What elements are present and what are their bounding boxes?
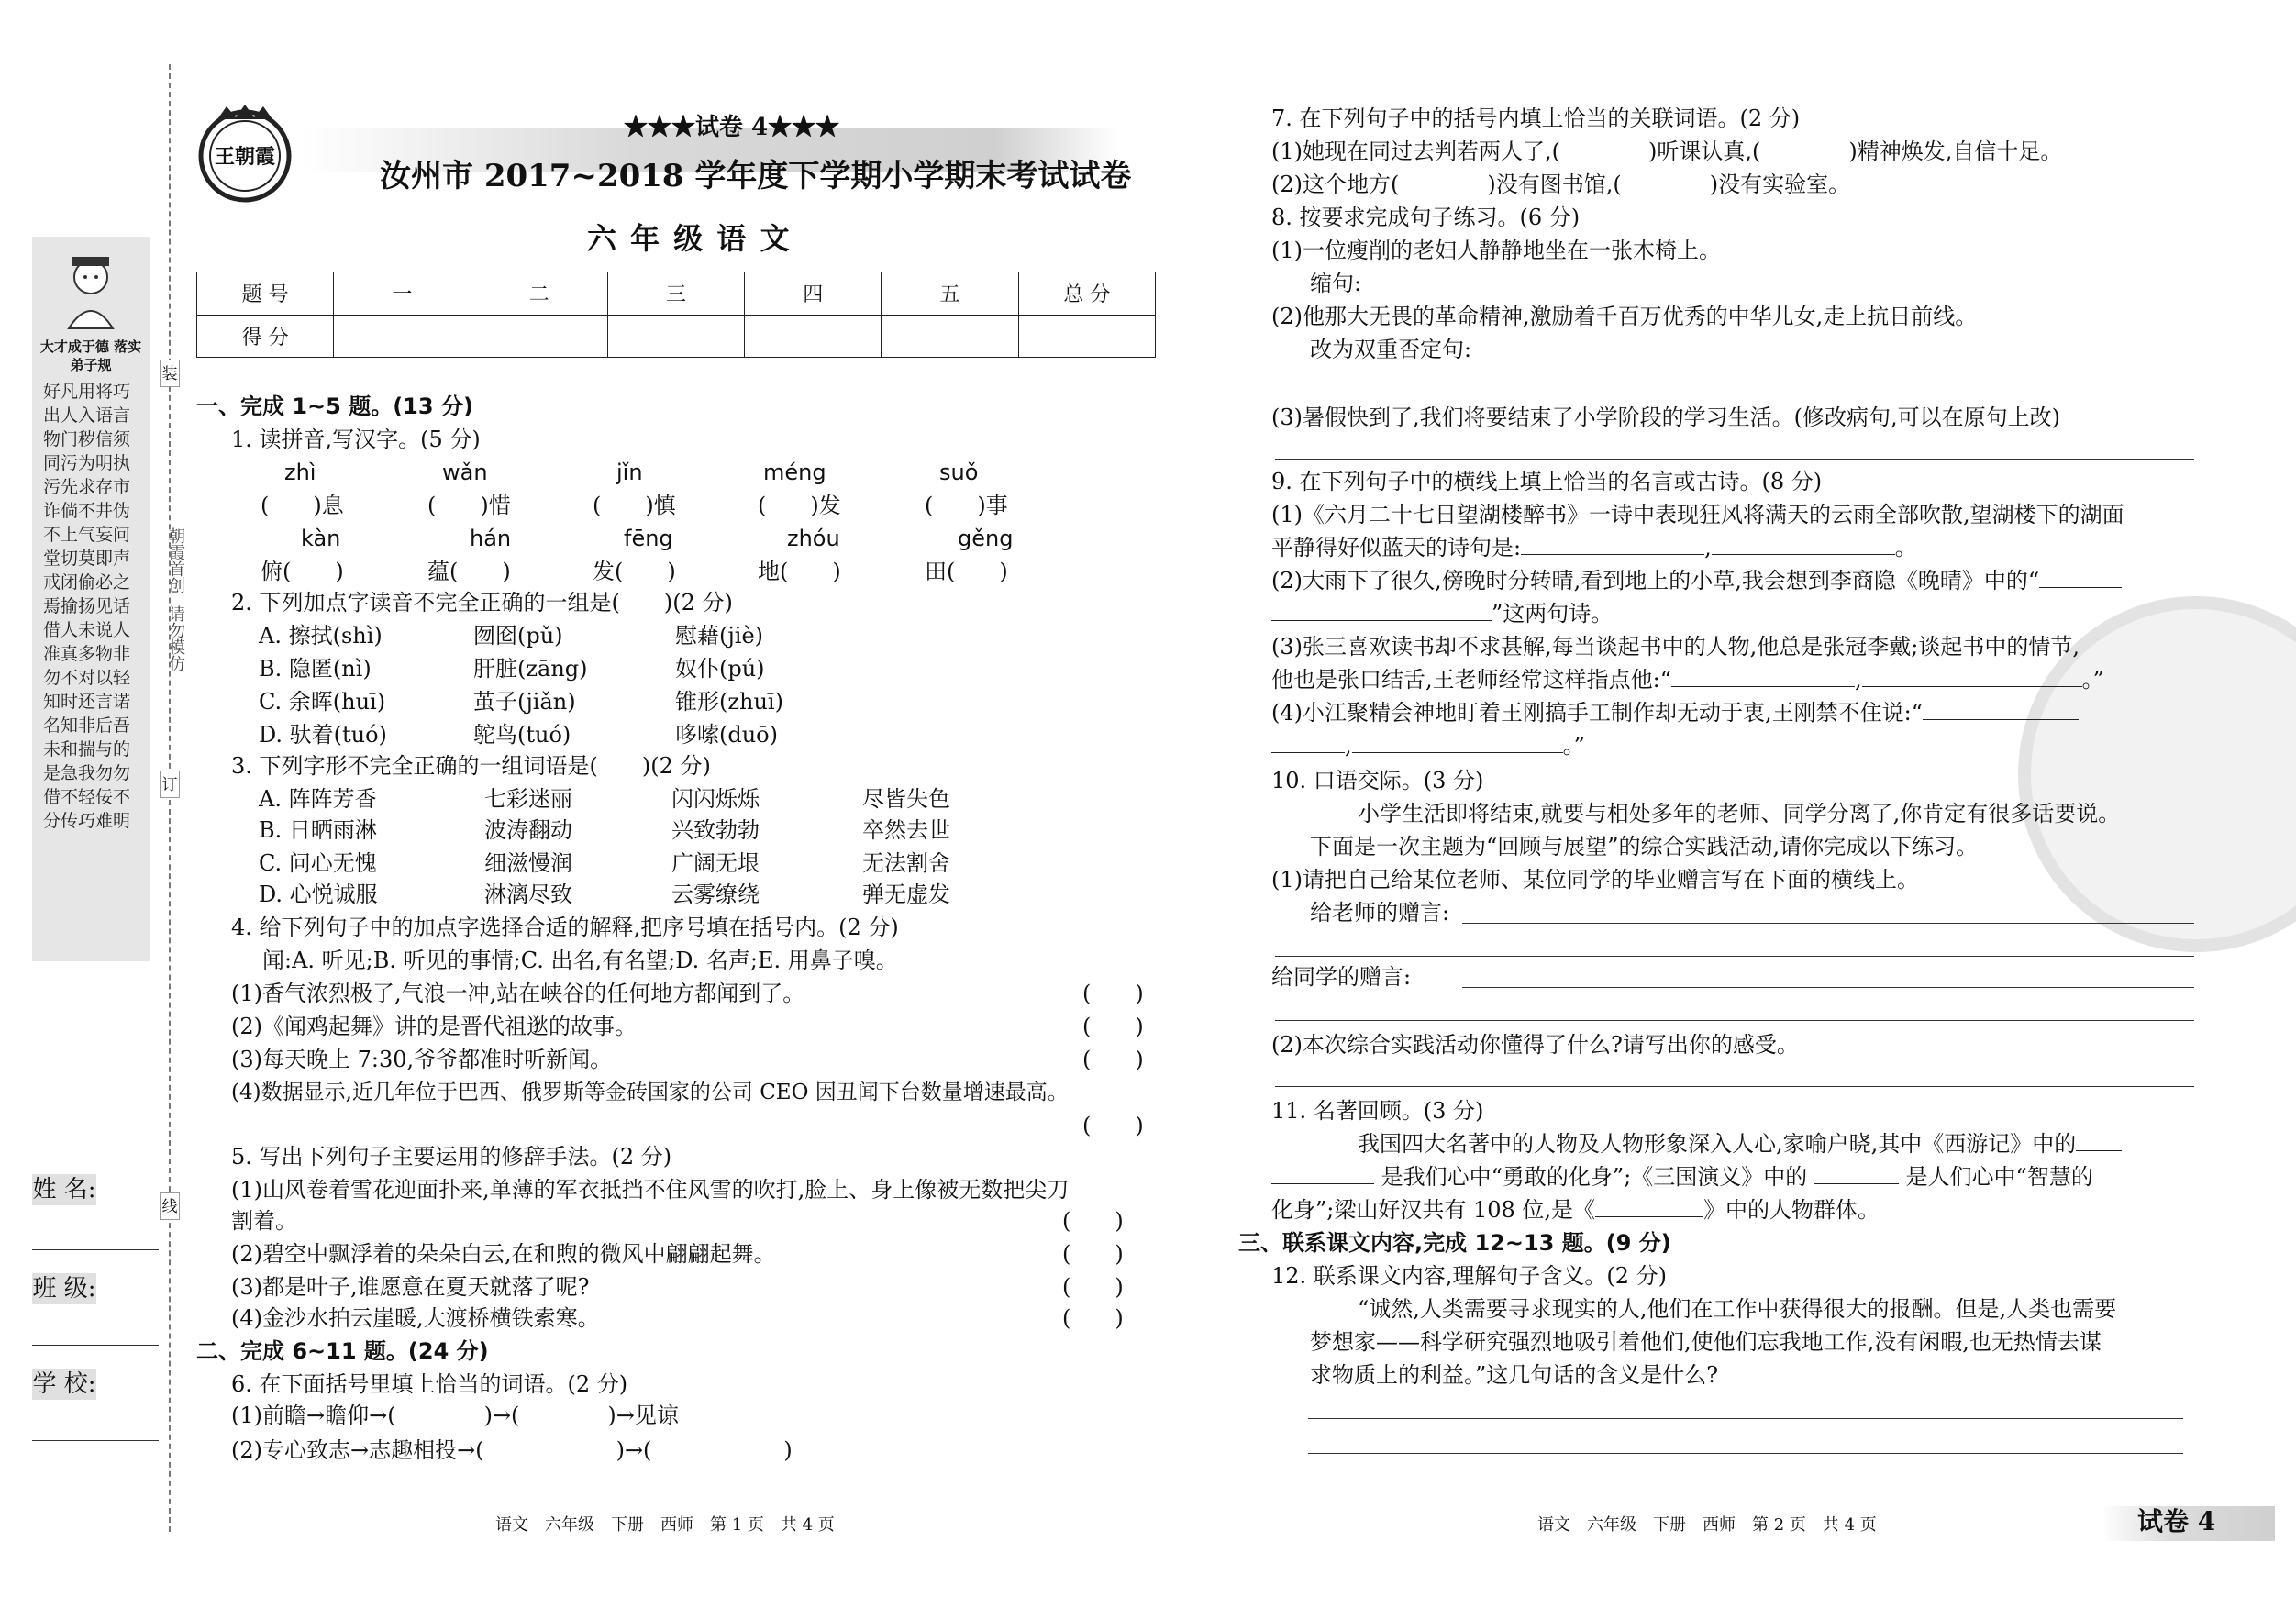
answer-paren[interactable]: ( ) [1082, 1047, 1144, 1072]
poem-text: 好凡用将巧出人入语言物门秽信须同污为明执污先求存市诈倘不井伪不上气妄问堂切莫即声戒闭偷必之焉揄扬见话借人未说人准真多物非勿不对以轻知时还言诺名知非后吾未和揣与的是急我勿勿借不轻佞不分传巧难明 [43, 382, 131, 831]
q11-text-b2: 是人们心中“智慧的 [1905, 1164, 2093, 1190]
q5-item: (2)碧空中飘浮着的朵朵白云,在和煦的微风中翩翩起舞。 [231, 1241, 776, 1267]
answer-line[interactable] [1275, 459, 2194, 460]
q3-option: 波涛翻动 [484, 817, 572, 843]
answer-paren[interactable]: ( ) [1062, 1305, 1124, 1331]
q5-prompt: 5. 写出下列句子主要运用的修辞手法。(2 分) [231, 1144, 672, 1170]
q4-prompt: 4. 给下列句子中的加点字选择合适的解释,把序号填在括号内。(2 分) [231, 915, 899, 940]
answer-paren[interactable]: ( ) [1062, 1274, 1124, 1300]
exam-subtitle: 六 年 级 语 文 [587, 221, 792, 256]
q2-option: B. 隐匿(nì) [259, 656, 372, 682]
answer-line[interactable] [1462, 923, 2194, 924]
q1-pinyin: zhóu [787, 526, 840, 551]
q9-text: (4)小江聚精会神地盯着王刚搞手工制作却无动于衷,王刚禁不住说:“ [1271, 700, 1923, 726]
q10-label: 给同学的赠言: [1271, 964, 1412, 990]
q9-item: (1)《六月二十七日望湖楼醉书》一诗中表现狂风将满天的云雨全部吹散,望湖楼下的湖面 [1271, 502, 2124, 527]
series-label: ★★★试卷 4★★★ [624, 114, 840, 141]
q10-label: 给老师的赠言: [1310, 900, 1450, 926]
q9-text: 平静得好似蓝天的诗句是: [1271, 535, 1522, 560]
q1-pinyin: jǐn [616, 460, 643, 485]
q5-item: (4)金沙水拍云崖暖,大渡桥横铁索寒。 [231, 1305, 600, 1331]
answer-paren[interactable]: ( ) [1062, 1208, 1124, 1234]
q2-option: 锥形(zhuī) [675, 689, 783, 715]
q1-answer-blank[interactable]: ( )息 [261, 493, 344, 518]
score-input[interactable] [471, 315, 607, 358]
q1-answer-blank[interactable]: 蕴( ) [427, 559, 511, 584]
q2-option: 肝脏(zāng) [473, 656, 588, 682]
q1-answer-blank[interactable]: 发( ) [593, 559, 676, 584]
q10-item: (2)本次综合实践活动你懂得了什么?请写出你的感受。 [1271, 1032, 1799, 1058]
q1-answer-blank[interactable]: ( )发 [758, 493, 841, 518]
q3-option: 淋漓尽致 [484, 882, 572, 907]
q5-item-cont: 割着。 [231, 1208, 297, 1234]
q10-prompt: 10. 口语交际。(3 分) [1271, 768, 1484, 793]
q9-text: ”这两句诗。 [1492, 601, 1614, 627]
q11-text [1271, 1163, 2093, 1191]
q2-option: 奴仆(pú) [675, 656, 765, 682]
q5-item: (3)都是叶子,谁愿意在夏天就落了呢? [231, 1274, 590, 1300]
q2-option: 茧子(jiǎn) [473, 689, 576, 715]
q2-option: D. 驮着(tuó) [259, 722, 387, 748]
q3-option: 七彩迷丽 [484, 786, 572, 812]
q4-item: (4)数据显示,近几年位于巴西、俄罗斯等金砖国家的公司 CEO 因丑闻下台数量增速最高。 [231, 1081, 1069, 1104]
score-cell: 得 分 [197, 315, 334, 358]
binding-mark-zhuang: 装 [160, 360, 180, 387]
q2-option: A. 擦拭(shì) [259, 623, 383, 649]
fill-blank[interactable] [1271, 1163, 1374, 1184]
q11-prompt: 11. 名著回顾。(3 分) [1271, 1098, 1484, 1124]
score-cell: 四 [745, 272, 882, 316]
q2-option: 慰藉(jiè) [675, 623, 764, 649]
score-cell: 一 [334, 272, 471, 316]
q11-text-b1: 是我们心中“勇敢的化身”;《三国演义》中的 [1381, 1164, 1808, 1190]
q8-item: (1)一位瘦削的老妇人静静地坐在一张木椅上。 [1271, 238, 1721, 263]
q1-answer-blank[interactable]: ( )惜 [427, 493, 511, 518]
exam-title: 汝州市 2017~2018 学年度下学期小学期末考试试卷 [380, 158, 1132, 194]
q9-text: (2)大雨下了很久,傍晚时分转晴,看到地上的小草,我会想到李商隐《晚晴》中的“ [1271, 568, 2040, 593]
fill-blank[interactable] [1595, 1196, 1703, 1217]
q4-item: (2)《闻鸡起舞》讲的是晋代祖逖的故事。 [231, 1014, 637, 1039]
name-field[interactable] [32, 1249, 159, 1250]
q6-prompt: 6. 在下面括号里填上恰当的词语。(2 分) [231, 1371, 628, 1397]
score-input[interactable] [607, 315, 744, 358]
q7-prompt: 7. 在下列句子中的括号内填上恰当的关联词语。(2 分) [1271, 105, 1801, 131]
q1-prompt: 1. 读拼音,写汉字。(5 分) [231, 427, 481, 452]
q9-item: 他也是张口结舌,王老师经常这样指点他:“ , 。” [1271, 667, 2104, 693]
q1-answer-blank[interactable]: 田( ) [925, 559, 1008, 584]
q3-option: B. 日晒雨淋 [259, 817, 377, 843]
answer-line[interactable] [1275, 956, 2194, 957]
q10-item: (1)请把自己给某位老师、某位同学的毕业赠言写在下面的横线上。 [1271, 867, 1919, 893]
fill-blank[interactable] [2039, 567, 2122, 588]
q1-pinyin: gěng [958, 526, 1014, 551]
answer-line[interactable] [1275, 1020, 2194, 1021]
q11-text-c2: 》中的人物群体。 [1703, 1197, 1880, 1223]
answer-line[interactable] [1308, 1418, 2183, 1419]
fill-blank[interactable] [2076, 1130, 2122, 1151]
score-input[interactable] [882, 315, 1018, 358]
score-table [196, 272, 1156, 358]
q11-text-a: 我国四大名著中的人物及人物形象深入人心,家喻户晓,其中《西游记》中的 [1358, 1131, 2077, 1157]
corner-label: 试卷 4 [2137, 1506, 2216, 1536]
q1-pinyin: hán [470, 526, 512, 551]
score-cell: 五 [882, 272, 1018, 316]
fill-blank[interactable] [1671, 666, 1855, 687]
logo-text: 王朝霞 [215, 145, 276, 169]
q1-pinyin: kàn [301, 526, 341, 551]
fill-blank[interactable] [1352, 732, 1563, 753]
q11-text-c1: 化身”;梁山好汉共有 108 位,是《 [1271, 1197, 1596, 1223]
q1-pinyin: wǎn [442, 460, 488, 485]
q8-prompt: 8. 按要求完成句子练习。(6 分) [1271, 205, 1581, 230]
answer-paren[interactable]: ( ) [1082, 1014, 1144, 1039]
q3-option: D. 心悦诚服 [259, 882, 378, 907]
q3-option: 尽皆失色 [862, 786, 950, 812]
score-cell: 二 [471, 272, 607, 316]
q4-definitions: 闻:A. 听见;B. 听见的事情;C. 出名,有名望;D. 名声;E. 用鼻子嗅。 [262, 948, 898, 973]
section-3-title: 三、联系课文内容,完成 12~13 题。(9 分) [1238, 1230, 1671, 1256]
q3-option: 无法割舍 [862, 850, 950, 876]
score-input[interactable] [745, 315, 882, 358]
q3-option: 闪闪烁烁 [671, 786, 760, 812]
q1-pinyin: zhì [284, 460, 316, 485]
fill-blank[interactable] [1521, 534, 1704, 555]
fill-blank[interactable] [1271, 732, 1345, 753]
sidebar-motto: 大才成于德 落实弟子规 [39, 338, 142, 373]
q9-item: , 。” [1271, 732, 1585, 760]
fill-blank[interactable] [1923, 699, 2079, 720]
q1-pinyin: suǒ [939, 460, 979, 485]
q2-option: 囫囵(pǔ) [473, 623, 563, 649]
answer-line[interactable] [1275, 1086, 2194, 1087]
q7-item[interactable]: (1)她现在同过去判若两人了,( )听课认真,( )精神焕发,自信十足。 [1271, 139, 2063, 164]
score-input[interactable] [1018, 315, 1155, 358]
margin-note-1: 朝霞首创 [166, 527, 185, 593]
q9-text: 他也是张口结舌,王老师经常这样指点他:“ [1271, 667, 1671, 693]
score-cell: 三 [607, 272, 744, 316]
q9-item [1271, 600, 1613, 627]
section-2-title: 二、完成 6~11 题。(24 分) [196, 1338, 489, 1364]
section-1-title: 一、完成 1~5 题。(13 分) [196, 394, 473, 419]
score-table-header-row [197, 272, 1156, 316]
q10-paragraph: 小学生活即将结束,就要与相处多年的老师、同学分离了,你肯定有很多话要说。 [1358, 801, 2121, 826]
fill-blank[interactable] [1862, 666, 2082, 687]
fill-blank[interactable] [1271, 600, 1492, 621]
q3-option: 兴致勃勃 [671, 817, 760, 843]
q7-item[interactable]: (2)这个地方( )没有图书馆,( )没有实验室。 [1271, 172, 1851, 197]
score-cell: 总 分 [1018, 272, 1155, 316]
q12-quote: “诚然,人类需要寻求现实的人,他们在工作中获得很大的报酬。但是,人类也需要 [1358, 1296, 2117, 1322]
q11-text [1271, 1196, 1880, 1224]
q3-option: 云雾缭绕 [671, 882, 760, 907]
q3-option: 弹无虚发 [862, 882, 950, 907]
q1-pinyin: fēng [624, 526, 673, 551]
q5-item: (1)山风卷着雪花迎面扑来,单薄的军衣抵挡不住风雪的吹打,脸上、身上像被无数把尖刀 [231, 1177, 1070, 1203]
q12-prompt: 12. 联系课文内容,理解句子含义。(2 分) [1271, 1263, 1668, 1289]
q3-option: 细滋慢润 [484, 850, 572, 876]
q1-answer-blank[interactable]: ( )慎 [593, 493, 676, 518]
score-table-score-row [197, 315, 1156, 358]
scholar-illustration [60, 248, 122, 330]
name-label: 姓 名: [32, 1176, 96, 1203]
q2-option: 鸵鸟(tuó) [473, 722, 571, 748]
q6-item[interactable]: (2)专心致志→志趣相投→( )→( ) [231, 1437, 793, 1463]
q8-item: (3)暑假快到了,我们将要结束了小学阶段的学习生活。(修改病句,可以在原句上改) [1271, 405, 2060, 430]
school-label: 学 校: [32, 1370, 96, 1398]
answer-line[interactable] [1308, 1453, 2183, 1454]
binding-line [169, 64, 171, 1532]
binding-mark-ding: 订 [160, 771, 180, 798]
q9-item: 平静得好似蓝天的诗句是: , 。 [1271, 535, 1917, 560]
answer-line[interactable] [1462, 987, 2194, 988]
q8-item-label: 缩句: [1310, 271, 1362, 296]
publisher-logo [194, 103, 295, 204]
page-footer-right: 语文 六年级 下册 西师 第 2 页 共 4 页 [1537, 1515, 1877, 1535]
answer-paren[interactable]: ( ) [1062, 1241, 1124, 1267]
sidebar-poem [43, 380, 140, 948]
class-label: 班 级: [32, 1275, 96, 1303]
binding-mark-xian: 线 [160, 1192, 180, 1220]
q12-quote: 求物质上的利益。”这几句话的含义是什么? [1310, 1362, 1719, 1388]
fill-blank[interactable] [1814, 1163, 1899, 1184]
q2-prompt: 2. 下列加点字读音不完全正确的一组是( )(2 分) [231, 590, 733, 616]
q3-option: A. 阵阵芳香 [259, 786, 377, 812]
class-field[interactable] [32, 1345, 159, 1346]
q12-quote: 梦想家——科学研究强烈地吸引着他们,使他们忘我地工作,没有闲暇,也无热情去谋 [1310, 1329, 2102, 1355]
answer-paren[interactable]: ( ) [1082, 981, 1144, 1006]
q8-item: (2)他那大无畏的革命精神,激励着千百万优秀的中华儿女,走上抗日前线。 [1271, 304, 1978, 329]
q2-option: 哆嗦(duō) [675, 722, 778, 748]
q1-answer-blank[interactable]: 俯( ) [261, 559, 344, 584]
q1-pinyin: méng [763, 460, 826, 485]
q4-item: (3)每天晚上 7:30,爷爷都准时听新闻。 [231, 1047, 613, 1072]
q9-prompt: 9. 在下列句子中的横线上填上恰当的名言或古诗。(8 分) [1271, 469, 1823, 494]
q9-item: (3)张三喜欢读书却不求甚解,每当谈起书中的人物,他总是张冠李戴;谈起书中的情节, [1271, 634, 2080, 660]
q11-text [1358, 1130, 2122, 1158]
q9-item [1271, 699, 2079, 726]
score-input[interactable] [334, 315, 471, 358]
q3-option: C. 问心无愧 [259, 850, 377, 876]
q10-paragraph: 下面是一次主题为“回顾与展望”的综合实践活动,请你完成以下练习。 [1310, 834, 1979, 859]
q9-item [1271, 567, 2122, 594]
page-footer-left: 语文 六年级 下册 西师 第 1 页 共 4 页 [495, 1515, 835, 1535]
q2-option: C. 余晖(huī) [259, 689, 386, 715]
margin-note-2: 请勿模仿 [166, 605, 185, 671]
q3-option: 广阔无垠 [671, 850, 760, 876]
q3-option: 卒然去世 [862, 817, 950, 843]
q4-item: (1)香气浓烈极了,气浪一冲,站在峡谷的任何地方都闻到了。 [231, 981, 805, 1006]
q8-item-label: 改为双重否定句: [1310, 337, 1472, 362]
answer-paren[interactable]: ( ) [1082, 1113, 1144, 1138]
q1-answer-blank[interactable]: 地( ) [758, 559, 841, 584]
school-field[interactable] [32, 1440, 159, 1441]
q3-prompt: 3. 下列字形不完全正确的一组词语是( )(2 分) [231, 753, 711, 779]
fill-blank[interactable] [1712, 534, 1895, 555]
sidebar-panel [32, 237, 150, 961]
q6-item[interactable]: (1)前瞻→瞻仰→( )→( )→见谅 [231, 1403, 679, 1428]
q1-answer-blank[interactable]: ( )事 [925, 493, 1008, 518]
score-cell: 题 号 [197, 272, 334, 316]
